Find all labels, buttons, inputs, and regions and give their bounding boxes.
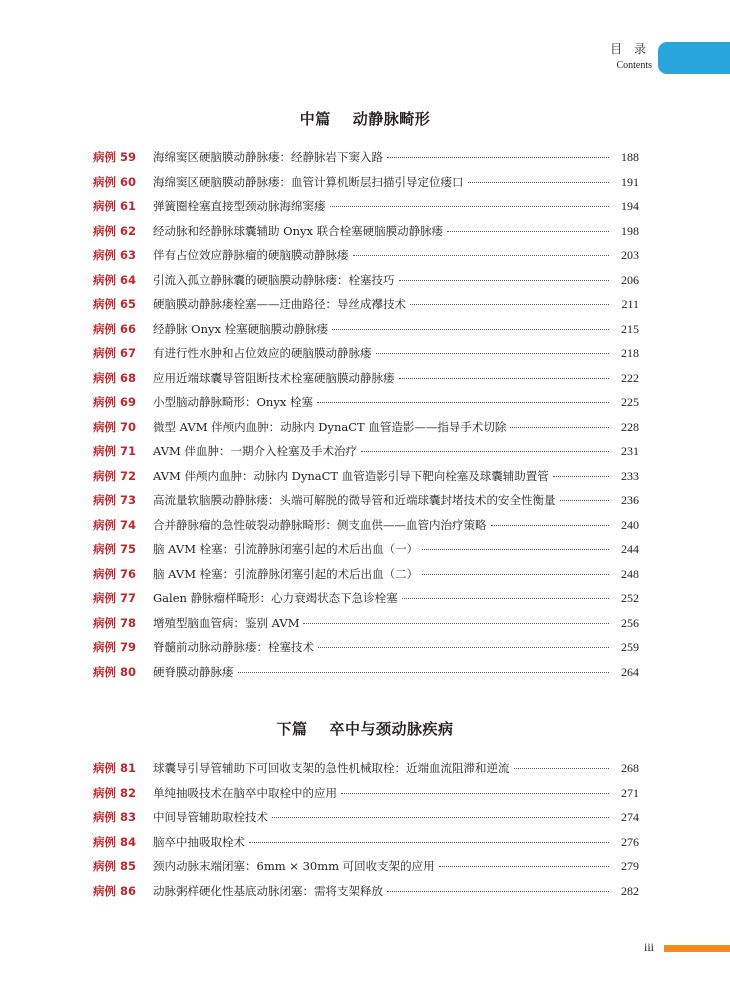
case-label: 病例 64 [93,272,137,287]
entry-page-number: 225 [621,395,639,409]
dot-leader [272,817,609,818]
dot-leader [514,768,610,769]
toc-entry[interactable] [93,879,639,904]
entry-title: AVM 伴血肿：一期介入栓塞及手术治疗 [153,444,357,458]
toc-entry[interactable] [93,341,639,366]
header-title: 目 录 [610,42,650,56]
entry-title: 增殖型脑血管病：鉴别 AVM [153,615,300,630]
entry-title: 脑 AVM 栓塞：引流静脉闭塞引起的术后出血（一） [153,542,419,556]
entry-page-number: 240 [621,517,639,532]
case-label: 病例 80 [93,664,137,679]
entry-title: 硬脊膜动静脉瘘 [153,664,234,679]
case-label: 病例 59 [93,150,137,164]
header-subtitle: Contents [616,60,652,71]
case-label: 病例 76 [93,566,137,581]
case-label: 病例 77 [93,591,137,605]
section-part: 中篇 [299,110,331,128]
dot-leader [553,476,609,477]
entry-title: 小型脑动静脉畸形：Onyx 栓塞 [153,395,313,409]
case-label: 病例 63 [93,248,137,262]
entry-title: 脊髓前动脉动静脉瘘：栓塞技术 [153,640,314,654]
toc-entry[interactable] [93,586,639,611]
case-label: 病例 74 [93,517,137,532]
dot-leader [422,574,609,575]
dot-leader [353,255,610,256]
toc-entry[interactable] [93,390,639,415]
dot-leader [238,672,610,673]
entry-title: AVM 伴颅内血肿：动脉内 DynaCT 血管造影引导下靶向栓塞及球囊辅助置管 [153,468,549,483]
entry-page-number: 256 [621,615,639,630]
toc-entry[interactable] [93,611,639,636]
case-label: 病例 66 [93,321,137,336]
entry-page-number: 264 [621,664,639,679]
dot-leader [249,842,609,843]
toc-entry[interactable] [93,415,639,440]
dot-leader [468,182,610,183]
toc-entry[interactable] [93,537,639,562]
entry-page-number: 259 [621,640,639,654]
entry-title: 球囊导引导管辅助下可回收支架的急性机械取栓：近端血流阻滞和逆流 [153,761,510,775]
entry-page-number: 203 [621,248,639,262]
case-label: 病例 62 [93,223,137,238]
toc-entry[interactable] [93,488,639,513]
dot-leader [361,451,609,452]
toc-entry[interactable] [93,464,639,489]
dot-leader [560,500,610,501]
entry-page-number: 222 [621,370,639,385]
entry-title: 中间导管辅助取栓技术 [153,810,268,824]
dot-leader [447,231,609,232]
entry-title: 脑 AVM 栓塞：引流静脉闭塞引起的术后出血（二） [153,566,419,581]
case-label: 病例 84 [93,834,137,849]
entry-title: 合并静脉瘤的急性破裂动静脉畸形：侧支血供——血管内治疗策略 [153,517,487,532]
header-tab [658,42,730,74]
entry-page-number: 231 [621,444,639,458]
section-name: 卒中与颈动脉疾病 [329,720,454,738]
entry-page-number: 244 [621,542,639,556]
dot-leader [387,891,609,892]
entry-title: 动脉粥样硬化性基底动脉闭塞：需将支架释放 [153,883,383,898]
page-number: iii [644,940,655,954]
case-label: 病例 71 [93,444,137,458]
section-title-lower [0,718,730,739]
section-title-middle [0,108,730,129]
entry-title: 硬脑膜动静脉瘘栓塞——迂曲路径：导丝成襻技术 [153,297,406,311]
case-label: 病例 69 [93,395,137,409]
case-label: 病例 86 [93,883,137,898]
dot-leader [317,402,609,403]
entry-page-number: 268 [621,761,639,775]
toc-entry[interactable] [93,830,639,855]
dot-leader [376,353,610,354]
dot-leader [399,378,610,379]
entry-page-number: 252 [621,591,639,605]
toc-entry[interactable] [93,439,639,464]
case-label: 病例 68 [93,370,137,385]
dot-leader [422,549,609,550]
case-label: 病例 82 [93,785,137,800]
entry-title: Galen 静脉瘤样畸形：心力衰竭状态下急诊栓塞 [153,591,398,605]
entry-page-number: 218 [621,346,639,360]
case-label: 病例 79 [93,640,137,654]
toc-entry[interactable] [93,268,639,293]
entry-title: 海绵窦区硬脑膜动静脉瘘：血管计算机断层扫描引导定位瘘口 [153,174,464,189]
dot-leader [330,206,610,207]
entry-page-number: 236 [621,493,639,507]
dot-leader [439,866,609,867]
section-part: 下篇 [276,720,308,738]
toc-entry[interactable] [93,292,639,317]
section-name: 动静脉畸形 [352,110,431,128]
toc-entry[interactable] [93,145,639,170]
entry-page-number: 248 [621,566,639,581]
entry-title: 高流量软脑膜动静脉瘘：头端可解脱的微导管和近端球囊封堵技术的安全性衡量 [153,493,556,507]
toc-entry[interactable] [93,805,639,830]
toc-entry[interactable] [93,366,639,391]
toc-entry[interactable] [93,854,639,879]
entry-page-number: 211 [621,297,639,311]
entry-title: 应用近端球囊导管阻断技术栓塞硬脑膜动静脉瘘 [153,370,395,385]
case-label: 病例 70 [93,419,137,434]
entry-page-number: 194 [621,199,639,213]
case-label: 病例 73 [93,493,137,507]
entry-title: 引流入孤立静脉囊的硬脑膜动静脉瘘：栓塞技巧 [153,272,395,287]
case-label: 病例 67 [93,346,137,360]
entry-title: 弹簧圈栓塞直接型颈动脉海绵窦瘘 [153,199,326,213]
toc-entry[interactable] [93,219,639,244]
entry-page-number: 279 [621,859,639,873]
entry-title: 单纯抽吸技术在脑卒中取栓中的应用 [153,785,337,800]
entry-page-number: 191 [621,174,639,189]
toc-list-lower [93,756,639,903]
case-label: 病例 78 [93,615,137,630]
entry-page-number: 188 [621,150,639,164]
entry-title: 海绵窦区硬脑膜动静脉瘘：经静脉岩下窦入路 [153,150,383,164]
dot-leader [410,304,609,305]
entry-page-number: 282 [621,883,639,898]
entry-title: 有进行性水肿和占位效应的硬脑膜动静脉瘘 [153,346,372,360]
toc-entry[interactable] [93,660,639,685]
entry-title: 脑卒中抽吸取栓术 [153,834,245,849]
dot-leader [332,329,609,330]
dot-leader [402,598,609,599]
entry-title: 伴有占位效应静脉瘤的硬脑膜动静脉瘘 [153,248,349,262]
entry-title: 颈内动脉末端闭塞：6mm × 30mm 可回收支架的应用 [153,859,435,873]
entry-title: 经动脉和经静脉球囊辅助 Onyx 联合栓塞硬脑膜动静脉瘘 [153,223,444,238]
dot-leader [387,157,609,158]
toc-entry[interactable] [93,781,639,806]
case-label: 病例 81 [93,761,137,775]
case-label: 病例 60 [93,174,137,189]
entry-page-number: 233 [621,468,639,483]
toc-entry[interactable] [93,562,639,587]
entry-page-number: 276 [621,834,639,849]
entry-page-number: 215 [621,321,639,336]
dot-leader [491,525,610,526]
toc-entry[interactable] [93,756,639,781]
toc-entry[interactable] [93,170,639,195]
entry-page-number: 198 [621,223,639,238]
toc-entry[interactable] [93,194,639,219]
case-label: 病例 85 [93,859,137,873]
toc-entry[interactable] [93,513,639,538]
case-label: 病例 75 [93,542,137,556]
footer-accent-bar [664,945,730,952]
dot-leader [399,280,610,281]
toc-list-middle [93,145,639,684]
dot-leader [341,793,609,794]
entry-title: 经静脉 Onyx 栓塞硬脑膜动静脉瘘 [153,321,329,336]
entry-page-number: 206 [621,272,639,287]
case-label: 病例 65 [93,297,137,311]
case-label: 病例 83 [93,810,137,824]
entry-title: 微型 AVM 伴颅内血肿：动脉内 DynaCT 血管造影——指导手术切除 [153,419,507,434]
toc-entry[interactable] [93,635,639,660]
case-label: 病例 61 [93,199,137,213]
toc-entry[interactable] [93,317,639,342]
dot-leader [303,623,609,624]
entry-page-number: 271 [621,785,639,800]
dot-leader [510,427,609,428]
toc-entry[interactable] [93,243,639,268]
entry-page-number: 228 [621,419,639,434]
case-label: 病例 72 [93,468,137,483]
dot-leader [318,647,609,648]
entry-page-number: 274 [621,810,639,824]
